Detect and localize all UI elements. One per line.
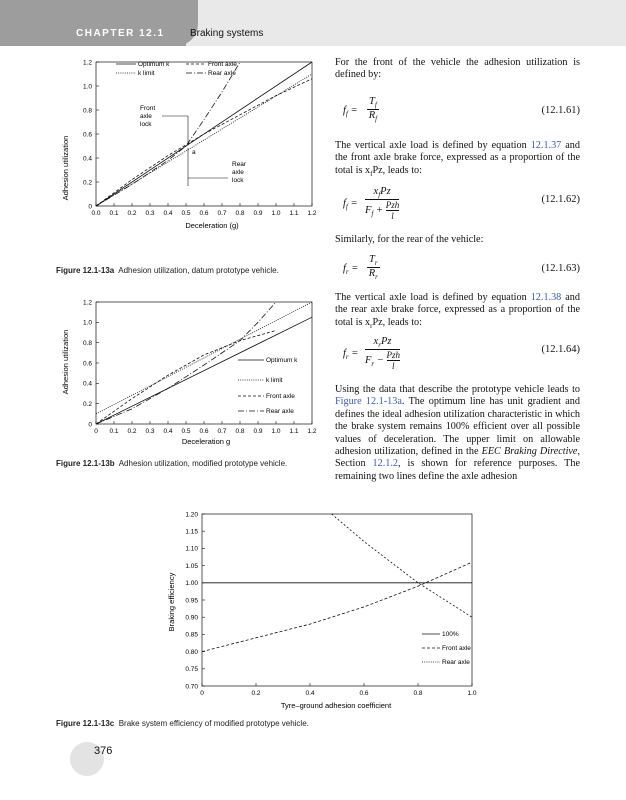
y-tick-label: 1.10 <box>185 545 198 553</box>
figure-b-chart <box>56 296 326 464</box>
chapter-label: CHAPTER 12.1 <box>76 28 165 39</box>
y-tick-label: 0.6 <box>82 131 92 139</box>
section-link[interactable]: 12.1.2 <box>372 458 399 470</box>
x-tick-label: 0.9 <box>253 210 263 217</box>
figure-c-caption-text: Brake system efficiency of modified prototype vehicle. <box>118 719 309 728</box>
x-tick-label: 0.1 <box>109 210 119 217</box>
y-tick-label: 0.80 <box>185 648 198 656</box>
p2-c: Pz, leads to: <box>372 164 422 176</box>
x-tick-label: 1.1 <box>289 210 299 217</box>
x-tick-label: 0 <box>94 428 98 435</box>
p4-c: Pz, leads to: <box>372 316 422 328</box>
plot-frame <box>202 514 472 686</box>
figure-a-chart <box>56 56 326 248</box>
equation-link[interactable]: 12.1.37 <box>530 140 562 151</box>
y-tick-label: 1.15 <box>185 528 198 536</box>
x-tick-label: 0.2 <box>127 428 137 435</box>
x-tick-label: 1.0 <box>467 690 477 697</box>
y-tick-label: 0.95 <box>185 597 198 605</box>
p4-b: and the rear axle brake force, expressed as a proportion of the total is x <box>335 292 580 328</box>
x-axis-label: Tyre–ground adhesion coefficient <box>280 701 392 710</box>
legend-k-limit: k limit <box>138 70 155 77</box>
y-tick-label: 1.0 <box>82 319 92 327</box>
x-tick-label: 0.6 <box>199 210 209 217</box>
y-tick-label: 0.4 <box>82 155 92 163</box>
legend-front-axle: Front axle <box>442 645 471 652</box>
series-rear-axle <box>96 62 240 206</box>
x-tick-label: 0.1 <box>109 428 119 435</box>
figure-b-caption-text: Adhesion utilization, modified prototype vehicle. <box>118 459 288 468</box>
y-axis-label: Adhesion utilization <box>61 135 70 201</box>
paragraph-1: For the front of the vehicle the adhesion utilization is defined by: <box>335 57 580 81</box>
y-tick-label: 0.2 <box>82 400 92 408</box>
equation-12-1-61 <box>335 94 580 128</box>
legend <box>116 61 237 77</box>
figure-a-caption-label: Figure 12.1-13a <box>56 266 115 275</box>
y-tick-label: 0.8 <box>82 339 92 347</box>
y-tick-label: 0.8 <box>82 107 92 115</box>
y-tick-label: 0.85 <box>185 631 198 639</box>
y-axis-label: Braking efficiency <box>167 572 176 632</box>
legend <box>422 631 471 666</box>
figure-a-caption-text: Adhesion utilization, datum prototype vehicle. <box>118 266 279 275</box>
y-tick-label: 0.6 <box>82 360 92 368</box>
y-tick-label: 0.2 <box>82 179 92 187</box>
equation-link[interactable]: 12.1.38 <box>530 292 562 303</box>
figure-a-caption <box>56 266 279 275</box>
figure-b-caption <box>56 459 287 468</box>
x-tick-label: 0.4 <box>305 690 315 697</box>
p5-a: Using the data that describe the prototype vehicle leads to <box>335 384 580 395</box>
y-tick-label: 0.90 <box>185 614 198 622</box>
x-tick-label: 1.2 <box>307 210 317 217</box>
equation-number: (12.1.63) <box>541 263 580 274</box>
x-tick-label: 0.3 <box>145 428 155 435</box>
y-tick-label: 1.05 <box>185 562 198 570</box>
p5-b: . The optimum line has unit gradient and defines the ideal adhesion utilization characteristic in which the brake system remains 100% efficient over all possible values of deceleration. The upper limit on allowable adhesion utilization, defined in the <box>335 396 580 458</box>
annot-front-3: lock <box>140 121 152 128</box>
legend-rear-axle: Rear axle <box>442 659 470 666</box>
paragraph-4: The vertical axle load is defined by equation 12.1.38 and the rear axle brake force, expressed as a proportion of the total is $x_rPz$, leads to: <box>335 292 580 330</box>
legend-optimum-k: Optimum k <box>138 61 170 68</box>
legend-front-axle: Front axle <box>266 393 295 400</box>
x-tick-label: 0.2 <box>251 690 261 697</box>
y-tick-label: 1.0 <box>82 83 92 91</box>
eq-lhs: $f_f$ = <box>343 105 358 119</box>
figure-c-caption <box>56 719 309 728</box>
x-tick-label: 0.5 <box>181 428 191 435</box>
paragraph-2: The vertical axle load is defined by equation 12.1.37 and the front axle brake force, expressed as a proportion of the total is $x_fPz$, leads to: <box>335 140 580 178</box>
x-tick-label: 1.2 <box>307 428 317 435</box>
x-tick-label: 1.0 <box>271 210 281 217</box>
eq-fraction: $\frac{T_r}{R_r}$ <box>368 254 378 282</box>
series-optimum-k <box>96 62 312 206</box>
eq-lhs: $f_r$ = <box>343 263 359 277</box>
equation-12-1-64 <box>335 336 580 378</box>
x-tick-label: 0.8 <box>235 210 245 217</box>
p5-d: , is shown for reference purposes. The remaining two lines define the axle adhesion <box>335 458 581 482</box>
annot-rear-2: axle <box>232 169 244 176</box>
x-tick-label: 0 <box>200 690 204 697</box>
legend-front-axle: Front axle <box>208 61 237 68</box>
x-tick-label: 0.4 <box>163 428 173 435</box>
legend-100-percent: 100% <box>442 631 459 638</box>
front-axle-lock-annotation <box>140 105 188 144</box>
point-a-label: a <box>192 149 196 156</box>
header-band <box>186 0 626 46</box>
figure-link[interactable]: Figure 12.1-13a <box>335 396 402 408</box>
series-rear-axle <box>96 302 276 424</box>
legend-rear-axle: Rear axle <box>208 70 236 77</box>
y-tick-label: 0 <box>88 421 92 429</box>
series-front-axle <box>202 562 472 651</box>
y-tick-label: 1.00 <box>185 580 198 588</box>
legend <box>238 357 298 415</box>
p4-a: The vertical axle load is defined by equation <box>335 292 531 303</box>
y-tick-label: 1.2 <box>82 59 92 67</box>
y-tick-label: 0.70 <box>185 683 198 691</box>
x-tick-label: 0.6 <box>359 690 369 697</box>
annot-rear-1: Rear <box>232 161 247 168</box>
series-rear-axle <box>332 514 472 617</box>
legend-optimum-k: Optimum k <box>266 357 298 364</box>
annot-front-1: Front <box>140 105 156 112</box>
eq-fraction: $x_fPz$ $F_f$ + Pzh l <box>365 186 400 222</box>
x-tick-label: 0.3 <box>145 210 155 217</box>
rear-axle-lock-annotation <box>188 148 247 186</box>
p2-b: and the front axle brake force, expressed as a proportion of the total is x <box>335 140 580 176</box>
x-tick-label: 0.2 <box>127 210 137 217</box>
x-tick-label: 0.6 <box>199 428 209 435</box>
x-tick-label: 0.9 <box>253 428 263 435</box>
x-tick-label: 0.8 <box>413 690 423 697</box>
x-tick-label: 0.7 <box>217 428 227 435</box>
chapter-tab <box>0 0 186 46</box>
figure-c-chart <box>150 506 490 712</box>
x-tick-label: 1.1 <box>289 428 299 435</box>
series-front-axle <box>96 331 276 425</box>
x-axis-label: Deceleration g <box>181 437 231 446</box>
equation-number: (12.1.64) <box>541 344 580 355</box>
figure-b-caption-label: Figure 12.1-13b <box>56 459 115 468</box>
eq-fraction: $x_rPz$ $F_r$ − Pzh l <box>365 336 400 372</box>
x-axis-label: Deceleration (g) <box>185 221 239 230</box>
y-tick-label: 0 <box>88 203 92 211</box>
y-tick-label: 1.2 <box>82 299 92 307</box>
x-tick-label: 0.0 <box>91 210 101 217</box>
eq-lhs: $f_f$ = <box>343 198 358 212</box>
annot-front-2: axle <box>140 113 152 120</box>
page-header <box>0 0 626 46</box>
p5-emphasis: EEC Braking Directive <box>481 446 578 458</box>
p2-a: The vertical axle load is defined by equation <box>335 140 531 151</box>
p5-c: , Section <box>335 446 580 470</box>
paragraph-5 <box>335 384 580 483</box>
annot-rear-3: lock <box>232 177 244 184</box>
equation-number: (12.1.61) <box>541 105 580 116</box>
running-title: Braking systems <box>190 28 264 39</box>
y-tick-label: 1.20 <box>185 511 198 519</box>
x-tick-label: 0.5 <box>181 210 191 217</box>
x-tick-label: 0.8 <box>235 428 245 435</box>
equation-12-1-62 <box>335 186 580 228</box>
eq-fraction: $\frac{T_f}{R_f}$ <box>368 96 378 124</box>
legend-k-limit: k limit <box>266 377 283 384</box>
equation-12-1-63 <box>335 252 580 286</box>
x-tick-label: 0.7 <box>217 210 227 217</box>
y-tick-label: 0.75 <box>185 666 198 674</box>
eq-lhs: $f_r$ = <box>343 348 359 362</box>
y-tick-label: 0.4 <box>82 380 92 388</box>
x-tick-label: 0.4 <box>163 210 173 217</box>
page-number: 376 <box>94 745 113 757</box>
figure-c-caption-label: Figure 12.1-13c <box>56 719 115 728</box>
legend-rear-axle: Rear axle <box>266 408 294 415</box>
paragraph-3: Similarly, for the rear of the vehicle: <box>335 234 484 245</box>
y-axis-label: Adhesion utilization <box>61 329 70 395</box>
x-tick-label: 1.0 <box>271 428 281 435</box>
equation-number: (12.1.62) <box>541 194 580 205</box>
